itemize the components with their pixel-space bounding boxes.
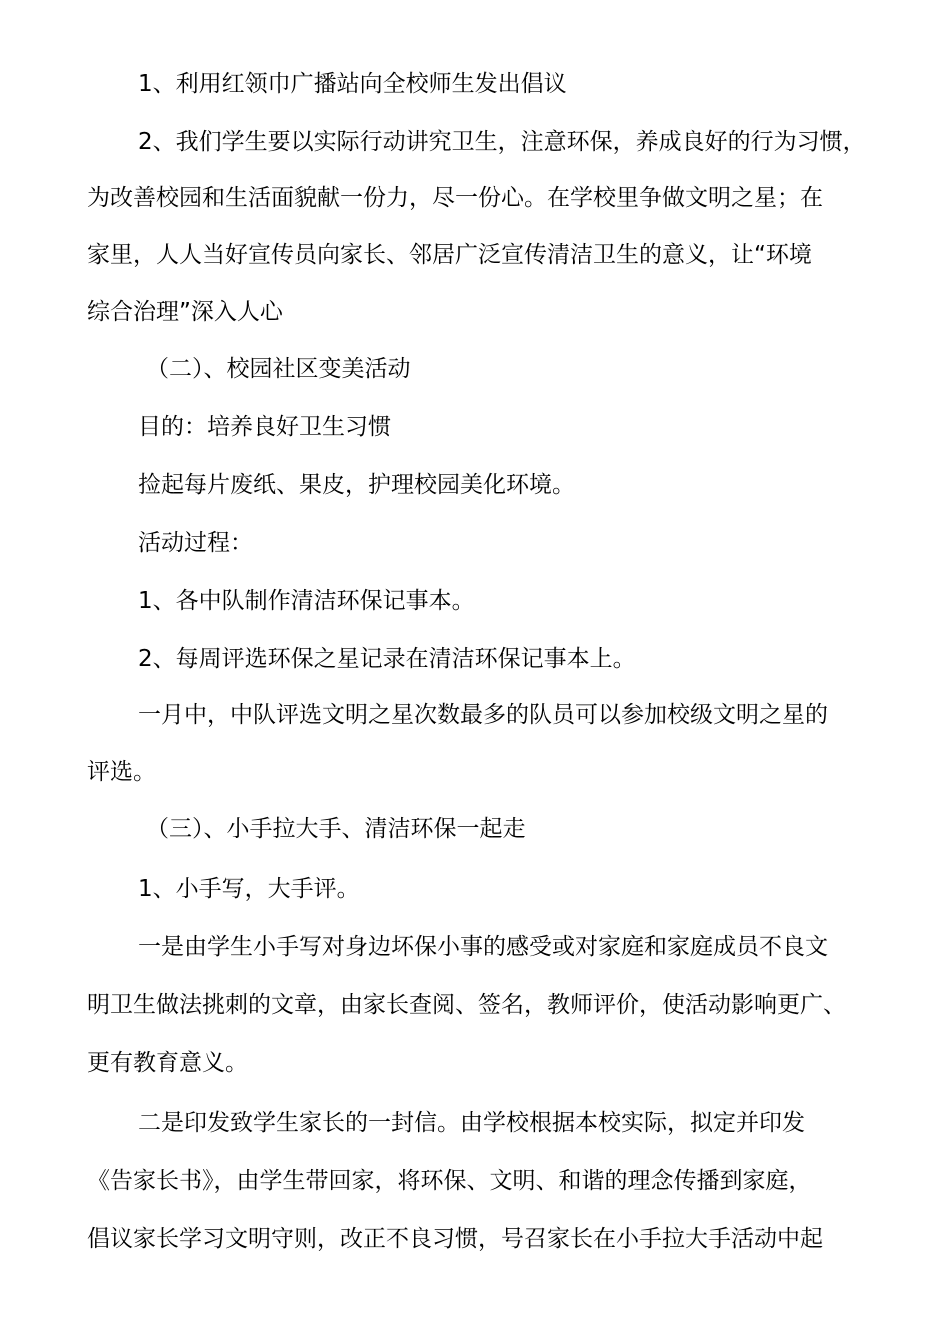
text-line: 评选。 (87, 759, 156, 785)
text-line: 目的：培养良好卫生习惯 (138, 414, 391, 440)
text-line: 明卫生做法挑刺的文章，由家长查阅、签名，教师评价，使活动影响更广、 (87, 992, 846, 1018)
text-line: 为改善校园和生活面貌献一份力，尽一份心。在学校里争做文明之星；在 (87, 185, 823, 211)
text-line: 一月中，中队评选文明之星次数最多的队员可以参加校级文明之星的 (138, 702, 828, 728)
text-line: 2、我们学生要以实际行动讲究卫生，注意环保，养成良好的行为习惯， (138, 129, 866, 155)
text-line: 更有教育意义。 (87, 1050, 248, 1076)
text-line: 2、每周评选环保之星记录在清洁环保记事本上。 (138, 646, 636, 672)
text-line: 家里，人人当好宣传员向家长、邻居广泛宣传清洁卫生的意义，让“环境 (87, 242, 812, 268)
text-line: 捡起每片废纸、果皮，护理校园美化环境。 (138, 472, 575, 498)
text-line: 一是由学生小手写对身边坏保小事的感受或对家庭和家庭成员不良文 (138, 934, 828, 960)
text-line: 二是印发致学生家长的一封信。由学校根据本校实际，拟定并印发 (138, 1110, 805, 1136)
section-heading: （三）、小手拉大手、清洁环保一起走 (146, 816, 526, 842)
text-line: 1、利用红领巾广播站向全校师生发出倡议 (138, 71, 567, 97)
text-line: 1、小手写，大手评。 (138, 876, 360, 902)
text-line: 《告家长书》，由学生带回家，将环保、文明、和谐的理念传播到家庭， (87, 1168, 812, 1194)
text-line: 综合治理”深入人心 (87, 299, 283, 325)
section-heading: （二）、校园社区变美活动 (146, 356, 411, 382)
text-line: 活动过程： (138, 530, 253, 556)
text-line: 1、各中队制作清洁环保记事本。 (138, 588, 475, 614)
text-line: 倡议家长学习文明守则，改正不良习惯，号召家长在小手拉大手活动中起 (87, 1226, 823, 1252)
